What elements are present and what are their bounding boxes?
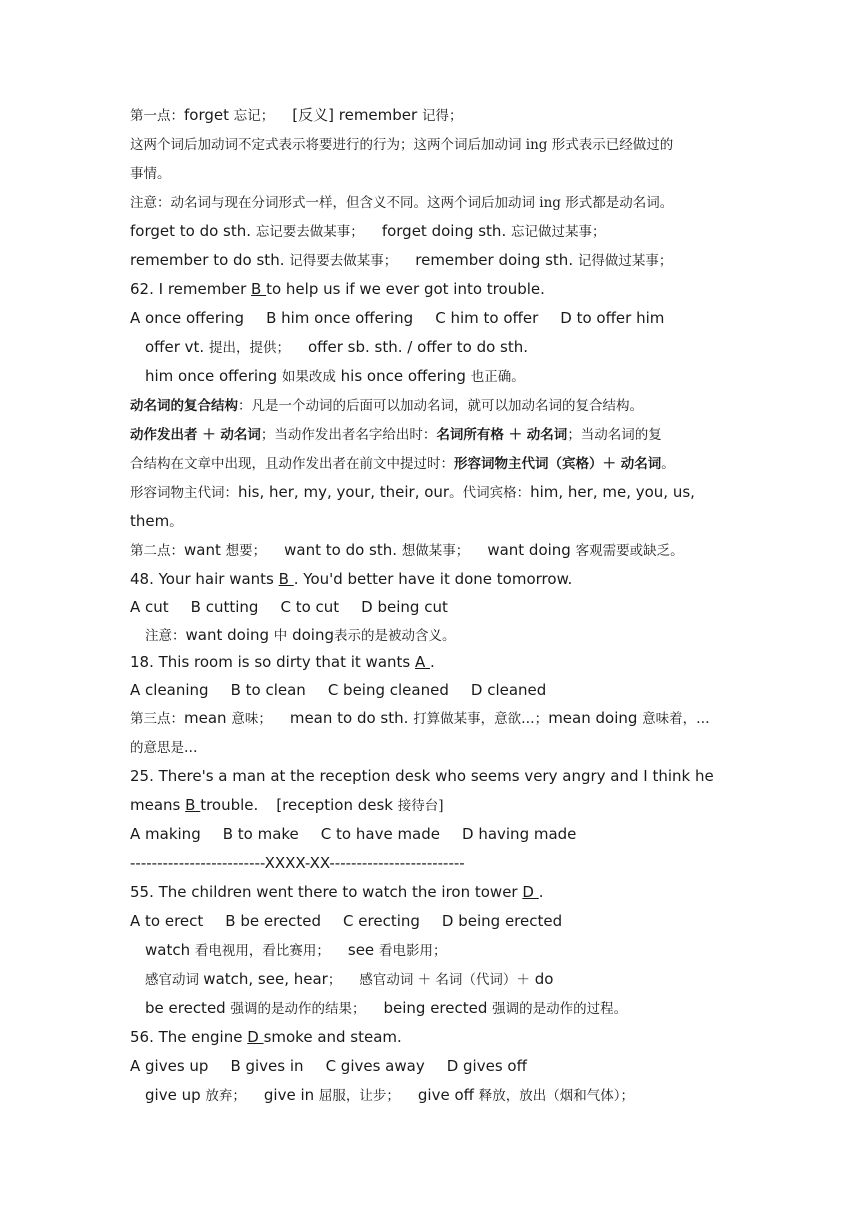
text: 第一点： <box>130 108 184 124</box>
text: 。代词宾格： <box>449 485 531 501</box>
text: 合结构在文章中出现，且动作发出者在前文中提过时： <box>130 456 454 472</box>
text: 形容词物主代词： <box>130 485 238 501</box>
question-62 <box>130 275 742 304</box>
question-text: 48. Your hair wants <box>130 570 274 588</box>
question-56-options <box>130 1052 742 1081</box>
option: C to have made <box>320 825 440 843</box>
text: 放弃； <box>205 1088 246 1104</box>
usage-line <box>130 965 742 994</box>
answer-blank: D <box>247 1028 264 1046</box>
question-62-options <box>130 304 742 333</box>
option: B him once offering <box>266 309 414 327</box>
text: 记得； <box>421 108 463 124</box>
text: 忘记做过某事； <box>511 224 606 240</box>
text: forget <box>184 106 229 124</box>
option: A making <box>130 825 201 843</box>
text: 想做某事； <box>401 543 470 559</box>
usage-line <box>130 217 742 246</box>
text: mean doing <box>548 709 638 727</box>
text: mean to do sth. <box>289 709 409 727</box>
text: give in <box>263 1086 315 1104</box>
text: ； <box>327 972 342 988</box>
question-25-options <box>130 820 742 849</box>
text: 第二点： <box>130 543 184 559</box>
text: remember to do sth. <box>130 251 285 269</box>
usage-line <box>130 246 742 275</box>
text: 忘记要去做某事； <box>255 224 364 240</box>
option: A to erect <box>130 912 204 930</box>
text: do <box>529 970 554 988</box>
question-48-options <box>130 594 742 622</box>
option: C to cut <box>280 598 340 616</box>
question-text: . <box>430 653 435 671</box>
point-one-line <box>130 101 742 130</box>
text: 想要； <box>225 543 267 559</box>
text: 如果改成 <box>281 369 336 385</box>
text: 忘记； <box>233 108 275 124</box>
question-18 <box>130 649 742 677</box>
text: 这两个词后加动词不定式表示将要进行的行为；这两个词后加动词 ing 形式表示已经做过的 <box>130 137 674 153</box>
text: give up <box>145 1086 201 1104</box>
answer-blank: A <box>415 653 431 671</box>
note-line <box>130 622 742 650</box>
text: offer sb. sth. / offer to do sth. <box>307 338 529 356</box>
text: want doing <box>185 625 270 644</box>
point-three-line <box>130 704 742 733</box>
text: 动名词的复合结构 <box>130 398 238 414</box>
grammar-rule <box>130 391 742 420</box>
option: C gives away <box>325 1057 425 1075</box>
text: 注意：动名词与现在分词形式一样，但含义不同。这两个词后加动词 ing 形式都是动名词。 <box>130 195 674 211</box>
text: watch <box>145 941 191 959</box>
text: being erected <box>383 999 488 1017</box>
text: 表示的是被动含义。 <box>333 627 456 644</box>
point-two-line <box>130 536 742 565</box>
question-55-options <box>130 907 742 936</box>
text: ；当动名词的复 <box>567 427 662 443</box>
text: 动作发出者 ＋ 动名词 <box>130 427 261 443</box>
question-text: trouble. <box>200 796 259 814</box>
option: D being cut <box>361 598 448 616</box>
question-18-options <box>130 677 742 705</box>
text: 强调的是动作的结果； <box>230 1001 366 1017</box>
option: A cut <box>130 598 169 616</box>
explanation-line <box>130 733 742 762</box>
text: offer vt. <box>145 338 205 356</box>
text: them <box>130 512 170 530</box>
question-48 <box>130 565 742 594</box>
text: doing <box>292 625 334 644</box>
grammar-rule <box>130 507 742 536</box>
note-line <box>130 188 742 217</box>
text: 意味着，… <box>642 711 710 727</box>
option: D gives off <box>446 1057 527 1075</box>
answer-blank: D <box>522 883 539 901</box>
question-56 <box>130 1023 742 1052</box>
text: 打算做某事，意欲…； <box>413 711 549 727</box>
divider <box>130 849 742 878</box>
text: 形容词物主代词（宾格）＋ 动名词 <box>454 456 662 472</box>
text: 记得做过某事； <box>577 253 673 269</box>
text: him once offering <box>145 367 278 385</box>
option: D having made <box>462 825 577 843</box>
text: 的意思是… <box>130 740 198 756</box>
text: 中 <box>273 627 288 644</box>
usage-line <box>130 936 742 965</box>
text: want <box>184 541 221 559</box>
option: B be erected <box>225 912 322 930</box>
text: forget doing sth. <box>381 222 507 240</box>
explanation-line <box>130 159 742 188</box>
note-text: [reception desk <box>276 796 393 814</box>
option: D cleaned <box>470 680 547 699</box>
text: 提出，提供； <box>208 340 290 356</box>
text: 感官动词 <box>145 972 204 988</box>
text: 。 <box>661 456 675 472</box>
question-25-cont <box>130 791 742 820</box>
text: mean <box>184 709 227 727</box>
text: watch, see, hear <box>203 970 328 988</box>
question-text: 55. The children went there to watch the iron tower <box>130 883 518 901</box>
text: 也正确。 <box>470 369 525 385</box>
text: 强调的是动作的过程。 <box>492 1001 628 1017</box>
divider-text: -------------------------XXXX-XX------------------------- <box>130 854 465 872</box>
explanation-line <box>130 130 742 159</box>
question-text: . <box>538 883 544 901</box>
text: 名词所有格 ＋ 动名词 <box>436 427 568 443</box>
grammar-rule <box>130 449 742 478</box>
option: B cutting <box>190 598 259 616</box>
text: be erected <box>145 999 226 1017</box>
text: 事情。 <box>130 166 171 182</box>
question-text: 56. The engine <box>130 1028 243 1046</box>
option: B to make <box>222 825 299 843</box>
document-body <box>130 101 742 1110</box>
option: C erecting <box>343 912 420 930</box>
question-55 <box>130 878 742 907</box>
text: 看电视用，看比赛用； <box>194 943 330 959</box>
grammar-rule <box>130 420 742 449</box>
question-text: 25. There's a man at the reception desk who seems very angry and I think he <box>130 767 714 785</box>
answer-blank: B <box>185 796 201 814</box>
text: 记得要去做某事； <box>289 253 398 269</box>
question-text: 18. This room is so dirty that it wants <box>130 653 411 671</box>
usage-line <box>130 362 742 391</box>
text: [反义] remember <box>292 106 418 124</box>
option: D being erected <box>441 912 563 930</box>
text: give off <box>417 1086 474 1104</box>
option: A gives up <box>130 1057 209 1075</box>
note-text: 接待台] <box>397 798 444 814</box>
question-25 <box>130 762 742 791</box>
option: A once offering <box>130 309 245 327</box>
option: D to offer him <box>560 309 665 327</box>
option: B to clean <box>230 680 306 699</box>
text: his, her, my, your, their, our <box>238 483 450 501</box>
text: his once offering <box>340 367 466 385</box>
text: ：凡是一个动词的后面可以加动名词，就可以加动名词的复合结构。 <box>238 398 643 414</box>
text: want doing <box>487 541 571 559</box>
usage-line <box>130 994 742 1023</box>
usage-line <box>130 333 742 362</box>
text: 感官动词 ＋ 名词（代词）＋ <box>359 972 530 988</box>
option: C being cleaned <box>327 680 449 699</box>
text: 释放，放出（烟和气体）； <box>478 1088 635 1104</box>
option: C him to offer <box>435 309 539 327</box>
question-text: 62. I remember <box>130 280 247 298</box>
text: 屈服，让步； <box>318 1088 400 1104</box>
text: 客观需要或缺乏。 <box>575 543 684 559</box>
option: A cleaning <box>130 680 209 699</box>
answer-blank: B <box>278 570 294 588</box>
question-text: smoke and steam. <box>263 1028 402 1046</box>
question-text: means <box>130 796 181 814</box>
text: 第三点： <box>130 711 184 727</box>
question-text: . You'd better have it done tomorrow. <box>293 570 573 588</box>
usage-line <box>130 1081 742 1110</box>
text: 看电影用； <box>378 943 447 959</box>
text: him, her, me, you, us, <box>530 483 695 501</box>
grammar-rule <box>130 478 742 507</box>
text: want to do sth. <box>284 541 398 559</box>
question-text: to help us if we ever got into trouble. <box>266 280 545 298</box>
text: remember doing sth. <box>415 251 574 269</box>
text: 意味； <box>231 711 272 727</box>
option: B gives in <box>230 1057 304 1075</box>
text: ；当动作发出者名字给出时： <box>260 427 437 443</box>
text: see <box>347 941 375 959</box>
answer-blank: B <box>251 280 267 298</box>
text: forget to do sth. <box>130 222 252 240</box>
text: 注意： <box>145 627 186 644</box>
text: 。 <box>169 514 183 530</box>
